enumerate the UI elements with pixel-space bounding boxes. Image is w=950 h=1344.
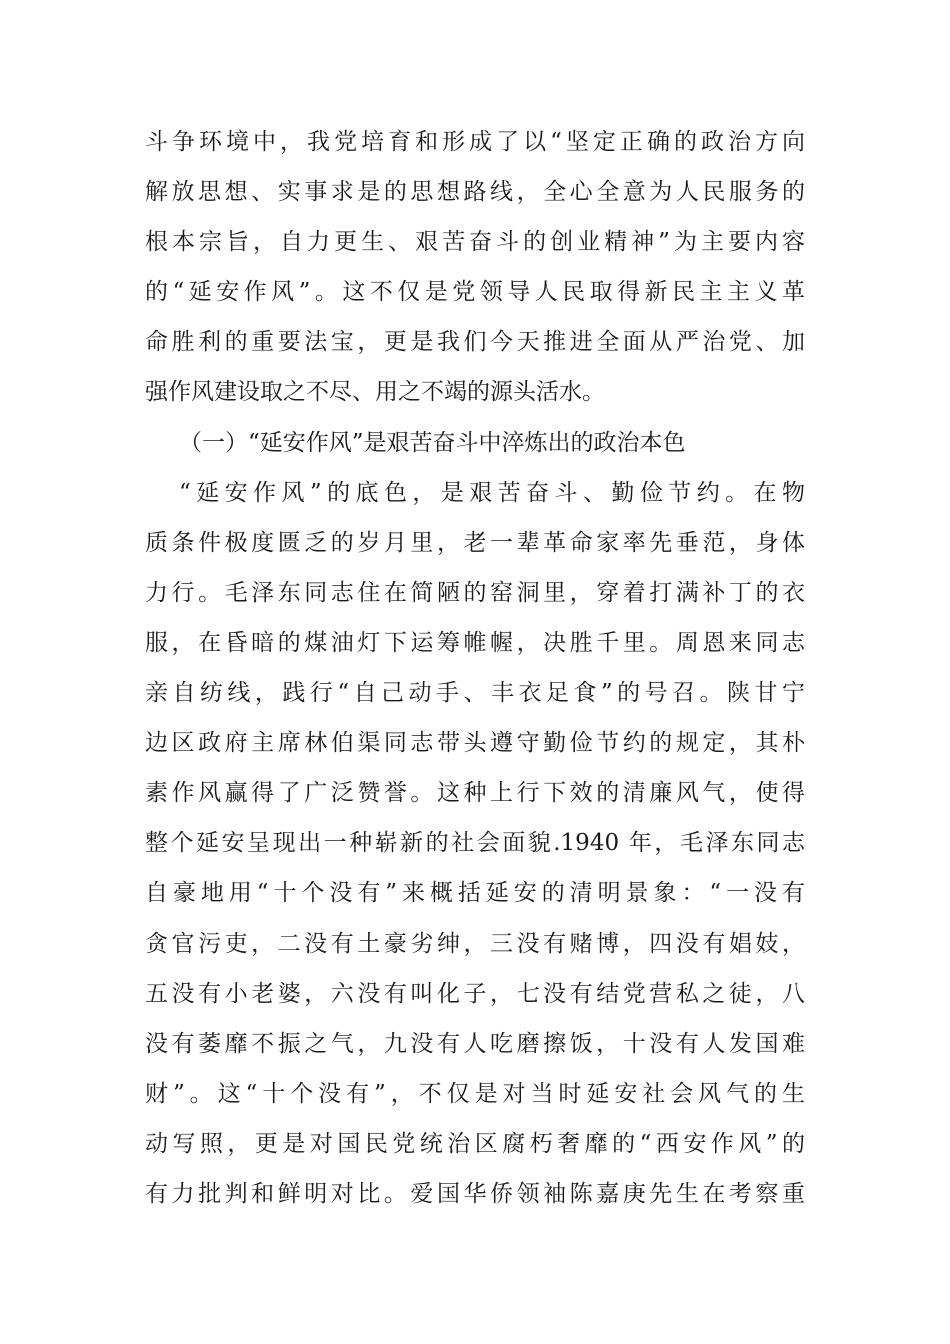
text-line: 素作风赢得了广泛赞誉。这种上行下效的清廉风气，使得: [145, 780, 805, 807]
text-line: 力行。毛泽东同志住在简陋的窑洞里，穿着打满补丁的衣: [145, 579, 805, 606]
text-line: 自豪地用“十个没有”来概括延安的清明景象：“一没有: [145, 880, 805, 907]
text-line: 五没有小老婆，六没有叫化子，七没有结党营私之徒，八: [145, 980, 805, 1007]
text-line: “延安作风”的底色，是艰苦奋斗、勤俭节约。在物: [179, 479, 805, 506]
text-line: 服，在昏暗的煤油灯下运筹帷幄，决胜千里。周恩来同志: [145, 629, 805, 656]
text-line: 有力批判和鲜明对比。爱国华侨领袖陈嘉庚先生在考察重: [145, 1180, 805, 1207]
document-page: [145, 124, 805, 1226]
text-line: 亲自纺线，践行“自己动手、丰衣足食”的号召。陕甘宁: [145, 680, 805, 707]
text-line: 边区政府主席林伯渠同志带头遵守勤俭节约的规定，其朴: [145, 730, 805, 757]
paragraph-intro: [145, 124, 805, 425]
text-line: 强作风建设取之不尽、用之不竭的源头活水。: [145, 379, 605, 406]
text-line: 斗争环境中，我党培育和形成了以“坚定正确的政治方向: [145, 129, 805, 155]
text-line: 动写照，更是对国民党统治区腐朽奢靡的“西安作风”的: [145, 1130, 805, 1157]
text-line: 整个延安呈现出一种崭新的社会面貌.1940 年，毛泽东同志: [145, 830, 805, 857]
text-line: 的“延安作风”。这不仅是党领导人民取得新民主主义革: [145, 279, 805, 306]
text-line: 质条件极度匮乏的岁月里，老一辈革命家率先垂范，身体: [145, 529, 805, 556]
paragraph-body: [145, 475, 805, 1226]
text-line: 根本宗旨，自力更生、艰苦奋斗的创业精神”为主要内容: [145, 229, 805, 256]
text-line: 财”。这“十个没有”，不仅是对当时延安社会风气的生: [145, 1080, 805, 1107]
text-line: 没有萎靡不振之气，九没有人吃磨擦饭，十没有人发国难: [145, 1030, 805, 1057]
text-line: 贪官污吏，二没有土豪劣绅，三没有赌博，四没有娼妓，: [145, 930, 805, 957]
section-heading: （一）“延安作风”是艰苦奋斗中淬炼出的政治本色: [179, 429, 686, 456]
text-line: 解放思想、实事求是的思想路线，全心全意为人民服务的: [145, 179, 805, 206]
text-line: 命胜利的重要法宝，更是我们今天推进全面从严治党、加: [145, 329, 805, 356]
